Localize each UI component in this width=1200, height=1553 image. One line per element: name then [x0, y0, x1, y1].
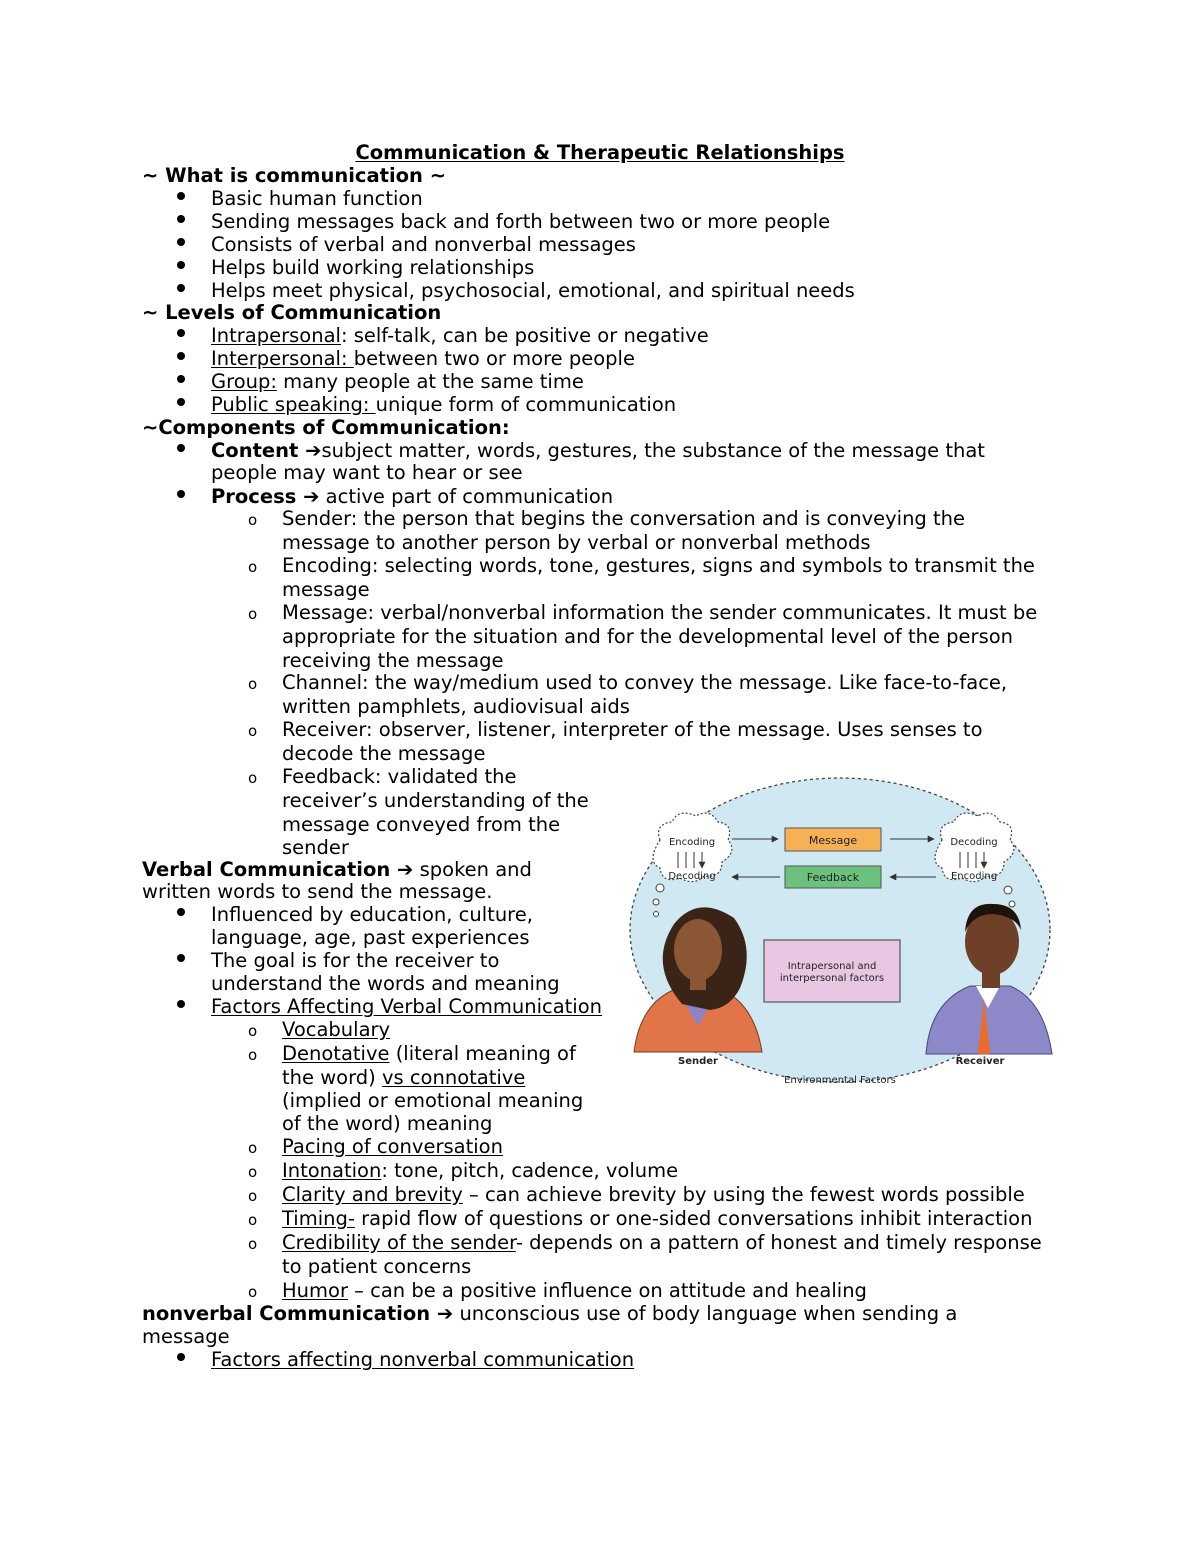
list-item: Basic human function	[211, 187, 423, 210]
bullet-icon	[177, 398, 185, 406]
definition: rapid flow of questions or one-sided conversations inhibit interaction	[354, 1207, 1033, 1230]
sub-item: Receiver: observer, listener, interpreter of the message. Uses senses to	[282, 718, 983, 741]
sub-item: Feedback: validated the	[282, 765, 517, 788]
decoding-right-label: Decoding	[950, 837, 998, 848]
receiver-label: Receiver	[955, 1056, 1005, 1067]
list-item: Sending messages back and forth between two or more people	[211, 210, 831, 233]
term: Clarity and brevity	[282, 1183, 463, 1206]
sender-label: Sender	[678, 1056, 718, 1067]
definition: spoken and	[413, 858, 532, 881]
circle-bullet-icon: o	[248, 1187, 258, 1205]
encoding-left-label: Encoding	[668, 837, 716, 848]
circle-bullet-icon: o	[248, 605, 258, 623]
list-item	[211, 347, 635, 370]
term: Humor	[282, 1279, 348, 1302]
circle-bullet-icon: o	[248, 1163, 258, 1181]
bullet-icon	[177, 1000, 185, 1008]
list-item-continuation: language, age, past experiences	[211, 926, 530, 949]
definition: subject matter, words, gestures, the substance of the message that	[321, 439, 985, 462]
term: Process	[211, 485, 297, 508]
list-item	[211, 393, 676, 416]
page-title: Communication & Therapeutic Relationships	[355, 141, 845, 164]
definition: active part of communication	[319, 485, 614, 508]
term: Group:	[211, 370, 277, 393]
circle-bullet-icon: o	[248, 1022, 258, 1040]
list-item-continuation: understand the words and meaning	[211, 972, 560, 995]
sub-item-continuation: message conveyed from the	[282, 813, 561, 836]
term: Denotative	[282, 1042, 390, 1065]
encoding-right-label: Encoding	[950, 871, 998, 882]
bullet-icon	[177, 329, 185, 337]
term: Verbal Communication	[142, 858, 391, 881]
list-item: Influenced by education, culture,	[211, 903, 533, 926]
factor-item	[282, 1207, 1032, 1230]
factor-item	[282, 1159, 678, 1182]
definition: the word)	[282, 1066, 382, 1089]
circle-bullet-icon: o	[248, 675, 258, 693]
definition-continuation: written words to send the message.	[142, 880, 493, 903]
decoding-left-label: Decoding	[668, 871, 716, 882]
list-item	[211, 439, 985, 462]
factor-item-continuation: (implied or emotional meaning	[282, 1089, 584, 1112]
message-label: Message	[808, 834, 858, 847]
arrow-icon: ➔	[296, 485, 320, 508]
factors-label-line2: interpersonal factors	[779, 973, 885, 984]
sub-item-continuation: message	[282, 578, 370, 601]
bullet-icon	[177, 192, 185, 200]
definition: (literal meaning of	[389, 1042, 576, 1065]
sub-item-continuation: message to another person by verbal or nonverbal methods	[282, 531, 871, 554]
bullet-icon	[177, 954, 185, 962]
sub-item: Sender: the person that begins the conversation and is conveying the	[282, 507, 966, 530]
definition: - depends on a pattern of honest and timely response	[515, 1231, 1042, 1254]
definition: : tone, pitch, cadence, volume	[381, 1159, 679, 1182]
bullet-icon	[177, 908, 185, 916]
term: Intonation	[282, 1159, 382, 1182]
sub-item-continuation: decode the message	[282, 742, 486, 765]
factor-item-continuation	[282, 1066, 525, 1089]
circle-bullet-icon: o	[248, 722, 258, 740]
definition: – can achieve brevity by using the fewest words possible	[462, 1183, 1025, 1206]
factor-item	[282, 1042, 576, 1065]
bullet-icon	[177, 375, 185, 383]
factor-item: Pacing of conversation	[282, 1135, 503, 1158]
list-item	[211, 370, 584, 393]
list-item	[211, 485, 613, 508]
list-item: Factors affecting nonverbal communication	[211, 1348, 635, 1371]
term: vs connotative	[381, 1066, 526, 1089]
definition: between two or more people	[353, 347, 635, 370]
definition: unique form of communication	[375, 393, 677, 416]
circle-bullet-icon: o	[248, 1235, 258, 1253]
circle-bullet-icon: o	[248, 769, 258, 787]
factor-item-continuation: to patient concerns	[282, 1255, 472, 1278]
term: nonverbal Communication	[142, 1302, 431, 1325]
section-heading-verbal	[142, 858, 532, 881]
list-item: Consists of verbal and nonverbal messages	[211, 233, 636, 256]
feedback-label: Feedback	[806, 871, 860, 884]
list-item	[211, 324, 709, 347]
circle-bullet-icon: o	[248, 1211, 258, 1229]
list-item: Helps meet physical, psychosocial, emotional, and spiritual needs	[211, 279, 855, 302]
environment-label: Environmental Factors	[784, 1075, 896, 1086]
bullet-icon	[177, 238, 185, 246]
definition: : self-talk, can be positive or negative	[340, 324, 709, 347]
term: Interpersonal:	[211, 347, 354, 370]
list-item: Helps build working relationships	[211, 256, 535, 279]
list-item: The goal is for the receiver to	[211, 949, 500, 972]
circle-bullet-icon: o	[248, 1283, 258, 1301]
definition: many people at the same time	[276, 370, 584, 393]
section-heading-nonverbal	[142, 1302, 957, 1325]
bullet-icon	[177, 1353, 185, 1361]
definition-continuation: message	[142, 1325, 230, 1348]
term: Content	[211, 439, 299, 462]
bullet-icon	[177, 490, 185, 498]
factor-item: Vocabulary	[282, 1018, 391, 1041]
section-heading-components: ~Components of Communication:	[142, 416, 510, 439]
sub-item: Message: verbal/nonverbal information the sender communicates. It must be	[282, 601, 1038, 624]
sub-item: Encoding: selecting words, tone, gestures, signs and symbols to transmit the	[282, 554, 1035, 577]
bullet-icon	[177, 352, 185, 360]
factors-label-line1: Intrapersonal and	[787, 961, 877, 972]
arrow-icon: ➔	[430, 1302, 454, 1325]
sub-item-continuation: written pamphlets, audiovisual aids	[282, 695, 630, 718]
circle-bullet-icon: o	[248, 1139, 258, 1157]
factor-item-continuation: of the word) meaning	[282, 1112, 493, 1135]
list-item-continuation: people may want to hear or see	[211, 461, 523, 484]
communication-process-diagram	[620, 772, 1060, 1092]
term: Public speaking:	[211, 393, 376, 416]
definition: unconscious use of body language when sending a	[453, 1302, 958, 1325]
factor-item	[282, 1279, 867, 1302]
factor-item	[282, 1231, 1042, 1254]
list-item: Factors Affecting Verbal Communication	[211, 995, 603, 1018]
sub-item-continuation: appropriate for the situation and for the developmental level of the person	[282, 625, 1014, 648]
circle-bullet-icon: o	[248, 511, 258, 529]
term: Timing-	[282, 1207, 355, 1230]
arrow-icon: ➔	[390, 858, 414, 881]
sub-item: Channel: the way/medium used to convey the message. Like face-to-face,	[282, 671, 1008, 694]
circle-bullet-icon: o	[248, 558, 258, 576]
arrow-icon: ➔	[298, 439, 322, 462]
sub-item-continuation: receiver’s understanding of the	[282, 789, 589, 812]
bullet-icon	[177, 261, 185, 269]
term: Credibility of the sender	[282, 1231, 516, 1254]
section-heading-what: ~ What is communication ~	[142, 164, 447, 187]
definition: – can be a positive influence on attitude and healing	[347, 1279, 867, 1302]
section-heading-levels: ~ Levels of Communication	[142, 301, 442, 324]
term: Intrapersonal	[211, 324, 341, 347]
sub-item-continuation: receiving the message	[282, 649, 504, 672]
sub-item-continuation: sender	[282, 836, 349, 859]
bullet-icon	[177, 215, 185, 223]
bullet-icon	[177, 284, 185, 292]
factor-item	[282, 1183, 1025, 1206]
circle-bullet-icon: o	[248, 1046, 258, 1064]
bullet-icon	[177, 444, 185, 452]
